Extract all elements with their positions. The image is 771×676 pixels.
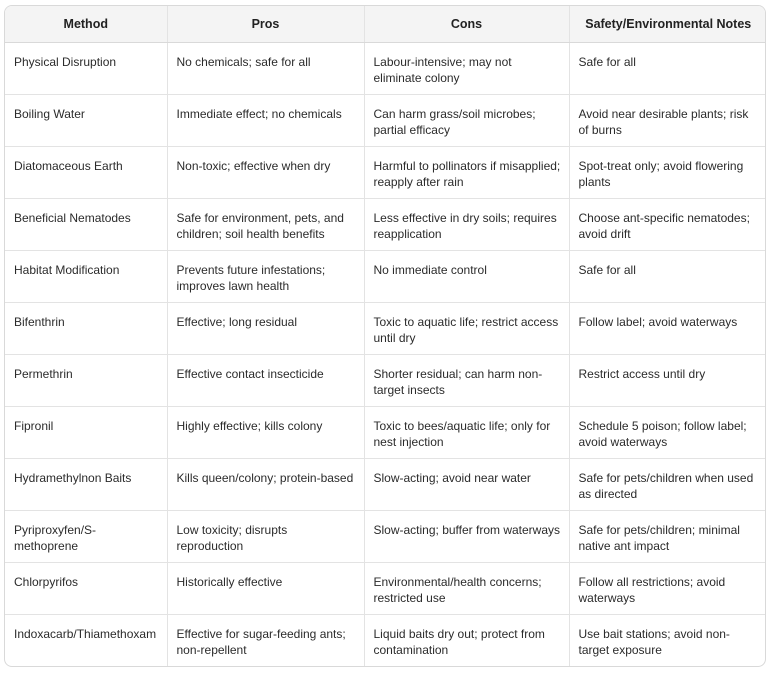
header-row — [5, 6, 766, 43]
cell-method: Physical Disruption — [5, 43, 167, 95]
table-body — [5, 43, 766, 667]
header-method: Method — [5, 6, 167, 43]
cell-method: Beneficial Nematodes — [5, 199, 167, 251]
cell-pros: Highly effective; kills colony — [167, 407, 364, 459]
cell-pros: Safe for environment, pets, and children; soil health benefits — [167, 199, 364, 251]
cell-safety-notes: Spot-treat only; avoid flowering plants — [569, 147, 766, 199]
cell-safety-notes: Restrict access until dry — [569, 355, 766, 407]
cell-cons: Slow-acting; buffer from waterways — [364, 511, 569, 563]
cell-pros: Effective contact insecticide — [167, 355, 364, 407]
cell-cons: Labour-intensive; may not eliminate colony — [364, 43, 569, 95]
cell-cons: Liquid baits dry out; protect from contamination — [364, 615, 569, 667]
cell-pros: Effective for sugar-feeding ants; non-repellent — [167, 615, 364, 667]
table-row — [5, 459, 766, 511]
cell-method: Hydramethylnon Baits — [5, 459, 167, 511]
cell-safety-notes: Follow all restrictions; avoid waterways — [569, 563, 766, 615]
table-row — [5, 511, 766, 563]
cell-cons: Toxic to bees/aquatic life; only for nest injection — [364, 407, 569, 459]
header-safety-notes: Safety/Environmental Notes — [569, 6, 766, 43]
cell-cons: Harmful to pollinators if misapplied; reapply after rain — [364, 147, 569, 199]
cell-pros: Prevents future infestations; improves lawn health — [167, 251, 364, 303]
cell-safety-notes: Safe for all — [569, 251, 766, 303]
table-row — [5, 563, 766, 615]
cell-method: Bifenthrin — [5, 303, 167, 355]
table-row — [5, 615, 766, 667]
table-row — [5, 251, 766, 303]
cell-cons: No immediate control — [364, 251, 569, 303]
comparison-table — [5, 6, 766, 667]
cell-pros: No chemicals; safe for all — [167, 43, 364, 95]
cell-pros: Historically effective — [167, 563, 364, 615]
cell-cons: Can harm grass/soil microbes; partial efficacy — [364, 95, 569, 147]
comparison-table-container — [4, 5, 766, 667]
cell-cons: Environmental/health concerns; restricted use — [364, 563, 569, 615]
cell-pros: Kills queen/colony; protein-based — [167, 459, 364, 511]
table-row — [5, 95, 766, 147]
table-row — [5, 43, 766, 95]
table-header — [5, 6, 766, 43]
cell-method: Indoxacarb/Thiamethoxam — [5, 615, 167, 667]
cell-method: Chlorpyrifos — [5, 563, 167, 615]
table-row — [5, 303, 766, 355]
cell-pros: Immediate effect; no chemicals — [167, 95, 364, 147]
table-row — [5, 355, 766, 407]
cell-method: Pyriproxyfen/S-methoprene — [5, 511, 167, 563]
cell-method: Boiling Water — [5, 95, 167, 147]
cell-pros: Non-toxic; effective when dry — [167, 147, 364, 199]
cell-safety-notes: Use bait stations; avoid non-target exposure — [578, 627, 730, 657]
cell-safety-notes: Follow label; avoid waterways — [569, 303, 766, 355]
cell-safety-notes: Choose ant-specific nematodes; avoid drift — [569, 199, 766, 251]
cell-pros: Low toxicity; disrupts reproduction — [167, 511, 364, 563]
cell-cons: Slow-acting; avoid near water — [364, 459, 569, 511]
cell-safety-notes: Safe for pets/children; minimal native ant impact — [569, 511, 766, 563]
cell-pros: Effective; long residual — [167, 303, 364, 355]
cell-safety-notes: Safe for pets/children when used as directed — [569, 459, 766, 511]
cell-safety-notes: Schedule 5 poison; follow label; avoid waterways — [569, 407, 766, 459]
cell-method: Diatomaceous Earth — [5, 147, 167, 199]
table-row — [5, 147, 766, 199]
cell-cons: Shorter residual; can harm non-target insects — [364, 355, 569, 407]
cell-cons: Toxic to aquatic life; restrict access until dry — [364, 303, 569, 355]
table-row — [5, 407, 766, 459]
cell-safety-notes: Safe for all — [569, 43, 766, 95]
header-pros: Pros — [167, 6, 364, 43]
cell-safety-notes: Avoid near desirable plants; risk of burns — [569, 95, 766, 147]
cell-cons: Less effective in dry soils; requires reapplication — [364, 199, 569, 251]
cell-method: Fipronil — [5, 407, 167, 459]
header-cons: Cons — [364, 6, 569, 43]
cell-method: Habitat Modification — [5, 251, 167, 303]
table-row — [5, 199, 766, 251]
cell-method: Permethrin — [5, 355, 167, 407]
